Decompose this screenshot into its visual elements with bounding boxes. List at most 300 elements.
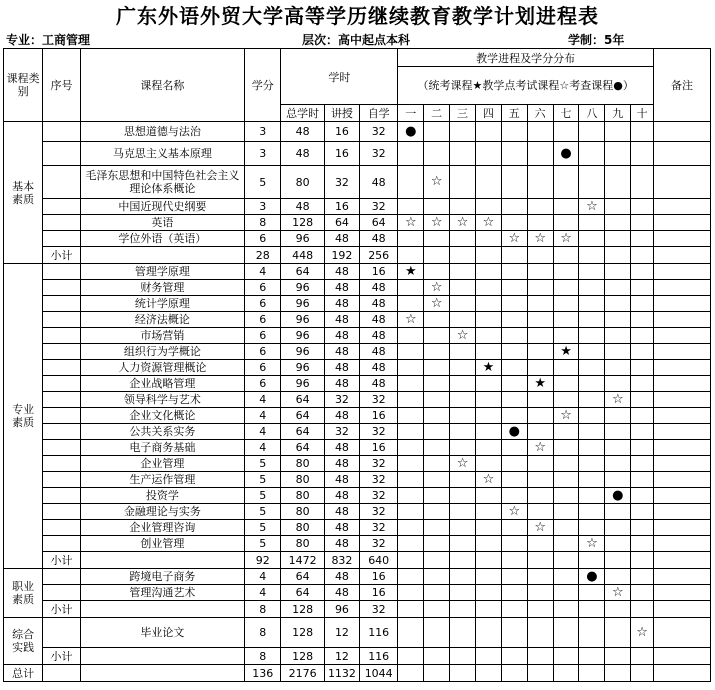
semester-mark-cell: [501, 264, 527, 280]
subtotal-self: 116: [360, 648, 398, 665]
semester-mark-cell: [527, 280, 553, 296]
semester-mark-cell: [398, 424, 424, 440]
course-self-cell: 16: [360, 264, 398, 280]
course-credit-cell: 5: [245, 504, 281, 520]
seq-cell: [43, 472, 80, 488]
seq-cell: [43, 122, 80, 142]
remark-cell: [654, 376, 711, 392]
semester-mark-cell: ☆: [553, 408, 579, 424]
course-total-cell: 64: [281, 569, 324, 585]
subtotal-semester-blank: [450, 247, 476, 264]
semester-mark-cell: [579, 488, 605, 504]
seq-cell: [43, 504, 80, 520]
semester-mark-cell: ☆: [450, 215, 476, 231]
header-course: 课程名称: [80, 49, 245, 122]
semester-mark-cell: [475, 312, 501, 328]
remark-cell: [654, 536, 711, 552]
course-total-cell: 48: [281, 142, 324, 166]
header-hours-self: 自学: [360, 105, 398, 122]
semester-mark-cell: [501, 440, 527, 456]
semester-mark-cell: [450, 569, 476, 585]
remark-cell: [654, 569, 711, 585]
course-lecture-cell: 12: [324, 618, 359, 648]
semester-mark-cell: [605, 440, 631, 456]
semester-mark-cell: [475, 328, 501, 344]
seq-cell: [43, 440, 80, 456]
semester-mark-cell: [579, 122, 605, 142]
subtotal-blank: [80, 552, 245, 569]
table-row: [4, 360, 711, 376]
remark-cell: [654, 504, 711, 520]
table-row: [4, 142, 711, 166]
remark-cell: [654, 488, 711, 504]
semester-mark-cell: ☆: [424, 296, 450, 312]
course-self-cell: 48: [360, 296, 398, 312]
semester-mark-cell: [631, 569, 654, 585]
course-name-cell: 统计学原理: [80, 296, 245, 312]
course-name-cell: 马克思主义基本原理: [80, 142, 245, 166]
table-row: [4, 488, 711, 504]
subtotal-semester-blank: [553, 552, 579, 569]
semester-mark-cell: [501, 472, 527, 488]
course-credit-cell: 6: [245, 344, 281, 360]
semester-mark-cell: [527, 392, 553, 408]
subtotal-credit: 92: [245, 552, 281, 569]
course-lecture-cell: 48: [324, 296, 359, 312]
remark-cell: [654, 520, 711, 536]
subtotal-remark-blank: [654, 648, 711, 665]
semester-mark-cell: [424, 440, 450, 456]
semester-mark-cell: [553, 199, 579, 215]
course-total-cell: 64: [281, 264, 324, 280]
course-total-cell: 128: [281, 215, 324, 231]
table-row: [4, 122, 711, 142]
semester-mark-cell: [605, 215, 631, 231]
course-total-cell: 80: [281, 488, 324, 504]
semester-mark-cell: [605, 328, 631, 344]
grand-total-semester-blank: [553, 665, 579, 682]
course-credit-cell: 6: [245, 296, 281, 312]
semester-mark-cell: [579, 328, 605, 344]
remark-cell: [654, 618, 711, 648]
course-self-cell: 32: [360, 504, 398, 520]
semester-mark-cell: [579, 376, 605, 392]
semester-mark-cell: [424, 488, 450, 504]
remark-cell: [654, 142, 711, 166]
semester-mark-cell: [424, 392, 450, 408]
semester-mark-cell: [424, 504, 450, 520]
semester-mark-cell: [579, 440, 605, 456]
course-total-cell: 96: [281, 360, 324, 376]
semester-mark-cell: [424, 424, 450, 440]
semester-mark-cell: [450, 122, 476, 142]
subtotal-self: 256: [360, 247, 398, 264]
semester-mark-cell: [631, 536, 654, 552]
subtotal-row: [4, 247, 711, 264]
semester-mark-cell: [553, 360, 579, 376]
semester-mark-cell: [631, 344, 654, 360]
course-self-cell: 32: [360, 122, 398, 142]
semester-mark-cell: [475, 536, 501, 552]
semester-mark-cell: [398, 328, 424, 344]
table-row: [4, 456, 711, 472]
course-total-cell: 96: [281, 344, 324, 360]
course-credit-cell: 5: [245, 456, 281, 472]
subtotal-semester-blank: [579, 648, 605, 665]
semester-mark-cell: [450, 296, 476, 312]
course-name-cell: 管理学原理: [80, 264, 245, 280]
course-credit-cell: 5: [245, 520, 281, 536]
semester-mark-cell: [527, 296, 553, 312]
semester-mark-cell: [450, 504, 476, 520]
semester-mark-cell: [424, 536, 450, 552]
subtotal-semester-blank: [450, 552, 476, 569]
course-total-cell: 48: [281, 199, 324, 215]
semester-mark-cell: [501, 376, 527, 392]
seq-cell: [43, 199, 80, 215]
course-lecture-cell: 48: [324, 504, 359, 520]
semester-mark-cell: [424, 520, 450, 536]
header-semester: 三: [450, 105, 476, 122]
semester-mark-cell: [475, 231, 501, 247]
course-credit-cell: 3: [245, 199, 281, 215]
table-row: [4, 199, 711, 215]
course-lecture-cell: 32: [324, 166, 359, 199]
category-cell: 基本素质: [4, 122, 43, 264]
semester-mark-cell: [553, 296, 579, 312]
semester-mark-cell: [553, 472, 579, 488]
semester-mark-cell: [475, 424, 501, 440]
course-total-cell: 80: [281, 504, 324, 520]
semester-mark-cell: ☆: [527, 231, 553, 247]
seq-cell: [43, 456, 80, 472]
semester-mark-cell: [424, 569, 450, 585]
course-self-cell: 48: [360, 166, 398, 199]
subtotal-semester-blank: [605, 601, 631, 618]
course-lecture-cell: 48: [324, 360, 359, 376]
seq-cell: [43, 296, 80, 312]
semester-mark-cell: [605, 312, 631, 328]
course-total-cell: 80: [281, 456, 324, 472]
semester-mark-cell: [475, 344, 501, 360]
semester-mark-cell: [631, 392, 654, 408]
subtotal-self: 640: [360, 552, 398, 569]
semester-mark-cell: ☆: [579, 199, 605, 215]
table-row: [4, 376, 711, 392]
table-row: [4, 585, 711, 601]
semester-mark-cell: [450, 264, 476, 280]
course-name-cell: 组织行为学概论: [80, 344, 245, 360]
semester-mark-cell: [501, 488, 527, 504]
subtotal-semester-blank: [450, 601, 476, 618]
semester-mark-cell: [605, 504, 631, 520]
semester-mark-cell: [398, 536, 424, 552]
semester-mark-cell: [579, 231, 605, 247]
header-semester: 七: [553, 105, 579, 122]
semester-mark-cell: [501, 408, 527, 424]
semester-mark-cell: [424, 344, 450, 360]
semester-mark-cell: ★: [553, 344, 579, 360]
grand-total-self: 1044: [360, 665, 398, 682]
semester-mark-cell: [605, 472, 631, 488]
subtotal-semester-blank: [398, 648, 424, 665]
semester-mark-cell: [605, 360, 631, 376]
semester-mark-cell: ★: [475, 360, 501, 376]
subtotal-total: 448: [281, 247, 324, 264]
grand-total-label: 总计: [4, 665, 43, 682]
semester-mark-cell: [424, 231, 450, 247]
course-self-cell: 32: [360, 199, 398, 215]
course-name-cell: 毕业论文: [80, 618, 245, 648]
semester-mark-cell: [527, 344, 553, 360]
course-credit-cell: 4: [245, 585, 281, 601]
subtotal-semester-blank: [527, 601, 553, 618]
subtotal-semester-blank: [527, 247, 553, 264]
subtotal-lecture: 192: [324, 247, 359, 264]
remark-cell: [654, 392, 711, 408]
semester-mark-cell: [398, 456, 424, 472]
semester-mark-cell: [450, 618, 476, 648]
course-lecture-cell: 48: [324, 569, 359, 585]
header-semester: 五: [501, 105, 527, 122]
course-name-cell: 金融理论与实务: [80, 504, 245, 520]
semester-mark-cell: [579, 504, 605, 520]
subtotal-semester-blank: [398, 247, 424, 264]
semester-mark-cell: [398, 166, 424, 199]
grand-total-semester-blank: [501, 665, 527, 682]
subtotal-semester-blank: [605, 247, 631, 264]
semester-mark-cell: [398, 360, 424, 376]
semester-mark-cell: [450, 199, 476, 215]
course-total-cell: 128: [281, 618, 324, 648]
remark-cell: [654, 215, 711, 231]
table-row: [4, 392, 711, 408]
semester-mark-cell: [501, 215, 527, 231]
semester-mark-cell: [450, 142, 476, 166]
semester-mark-cell: [579, 392, 605, 408]
course-self-cell: 48: [360, 312, 398, 328]
course-name-cell: 企业文化概论: [80, 408, 245, 424]
seq-cell: [43, 520, 80, 536]
semester-mark-cell: ●: [501, 424, 527, 440]
course-name-cell: 公共关系实务: [80, 424, 245, 440]
course-credit-cell: 3: [245, 142, 281, 166]
seq-cell: [43, 392, 80, 408]
subtotal-semester-blank: [605, 552, 631, 569]
semester-mark-cell: [527, 472, 553, 488]
semester-mark-cell: [475, 504, 501, 520]
subtotal-semester-blank: [450, 648, 476, 665]
semester-mark-cell: [631, 440, 654, 456]
course-total-cell: 96: [281, 376, 324, 392]
subtotal-semester-blank: [553, 648, 579, 665]
semester-mark-cell: ☆: [553, 231, 579, 247]
course-total-cell: 96: [281, 296, 324, 312]
course-self-cell: 16: [360, 569, 398, 585]
course-total-cell: 64: [281, 585, 324, 601]
course-credit-cell: 5: [245, 536, 281, 552]
semester-mark-cell: [553, 376, 579, 392]
semester-mark-cell: [450, 440, 476, 456]
semester-mark-cell: [424, 312, 450, 328]
semester-mark-cell: [631, 312, 654, 328]
semester-mark-cell: [501, 536, 527, 552]
table-row: [4, 618, 711, 648]
subtotal-remark-blank: [654, 601, 711, 618]
course-self-cell: 32: [360, 142, 398, 166]
subtotal-semester-blank: [424, 247, 450, 264]
subtotal-total: 1472: [281, 552, 324, 569]
course-lecture-cell: 48: [324, 585, 359, 601]
semester-mark-cell: [631, 504, 654, 520]
semester-mark-cell: [398, 296, 424, 312]
semester-mark-cell: ☆: [475, 215, 501, 231]
seq-cell: [43, 618, 80, 648]
semester-mark-cell: [527, 569, 553, 585]
semester-mark-cell: [501, 328, 527, 344]
table-row: [4, 296, 711, 312]
semester-mark-cell: [631, 280, 654, 296]
header-semester: 四: [475, 105, 501, 122]
semester-mark-cell: [605, 618, 631, 648]
semester-mark-cell: ●: [605, 488, 631, 504]
grand-total-credit: 136: [245, 665, 281, 682]
course-total-cell: 64: [281, 440, 324, 456]
table-row: [4, 344, 711, 360]
course-lecture-cell: 32: [324, 392, 359, 408]
course-self-cell: 116: [360, 618, 398, 648]
course-credit-cell: 6: [245, 312, 281, 328]
remark-cell: [654, 280, 711, 296]
semester-mark-cell: ☆: [424, 280, 450, 296]
semester-mark-cell: ☆: [475, 472, 501, 488]
course-total-cell: 80: [281, 520, 324, 536]
semester-mark-cell: ☆: [605, 585, 631, 601]
semester-mark-cell: [579, 215, 605, 231]
semester-mark-cell: ☆: [501, 504, 527, 520]
semester-mark-cell: [631, 328, 654, 344]
subtotal-semester-blank: [527, 648, 553, 665]
semester-mark-cell: [501, 585, 527, 601]
course-credit-cell: 4: [245, 440, 281, 456]
seq-cell: [43, 328, 80, 344]
semester-mark-cell: [398, 618, 424, 648]
semester-mark-cell: [527, 328, 553, 344]
page-title: 广东外语外贸大学高等学历继续教育教学计划进程表: [116, 4, 599, 28]
table-row: [4, 424, 711, 440]
seq-cell: [43, 215, 80, 231]
semester-mark-cell: ●: [579, 569, 605, 585]
semester-mark-cell: [579, 264, 605, 280]
seq-cell: [43, 231, 80, 247]
course-name-cell: 财务管理: [80, 280, 245, 296]
grand-total-semester-blank: [450, 665, 476, 682]
grand-total-semester-blank: [527, 665, 553, 682]
semester-mark-cell: ☆: [450, 328, 476, 344]
course-name-cell: 人力资源管理概论: [80, 360, 245, 376]
semester-mark-cell: [424, 585, 450, 601]
semester-mark-cell: [450, 280, 476, 296]
table-row: [4, 231, 711, 247]
course-self-cell: 16: [360, 440, 398, 456]
grand-total-remark-blank: [654, 665, 711, 682]
subtotal-semester-blank: [553, 247, 579, 264]
semester-mark-cell: [631, 264, 654, 280]
semester-mark-cell: [450, 536, 476, 552]
semester-mark-cell: [605, 536, 631, 552]
semester-mark-cell: [579, 360, 605, 376]
semester-mark-cell: [475, 142, 501, 166]
semester-mark-cell: [475, 520, 501, 536]
subtotal-row: [4, 552, 711, 569]
course-total-cell: 80: [281, 472, 324, 488]
semester-mark-cell: [527, 312, 553, 328]
header-remark: 备注: [654, 49, 711, 122]
course-lecture-cell: 64: [324, 215, 359, 231]
subtotal-semester-blank: [475, 247, 501, 264]
semester-mark-cell: [631, 585, 654, 601]
semester-mark-cell: [527, 360, 553, 376]
semester-mark-cell: [631, 166, 654, 199]
semester-mark-cell: [527, 488, 553, 504]
semester-mark-cell: [527, 424, 553, 440]
semester-mark-cell: [398, 231, 424, 247]
subtotal-semester-blank: [424, 601, 450, 618]
subtotal-semester-blank: [501, 247, 527, 264]
semester-mark-cell: [501, 142, 527, 166]
course-total-cell: 64: [281, 408, 324, 424]
course-credit-cell: 4: [245, 392, 281, 408]
header-credit: 学分: [245, 49, 281, 122]
semester-mark-cell: [605, 520, 631, 536]
subtotal-semester-blank: [398, 552, 424, 569]
semester-mark-cell: [605, 264, 631, 280]
semester-mark-cell: [605, 424, 631, 440]
semester-mark-cell: [398, 344, 424, 360]
semester-mark-cell: [501, 280, 527, 296]
course-lecture-cell: 48: [324, 472, 359, 488]
semester-mark-cell: [450, 424, 476, 440]
semester-mark-cell: [398, 440, 424, 456]
course-credit-cell: 4: [245, 424, 281, 440]
course-self-cell: 48: [360, 328, 398, 344]
course-lecture-cell: 48: [324, 312, 359, 328]
subtotal-total: 128: [281, 648, 324, 665]
header-semester: 九: [605, 105, 631, 122]
semester-mark-cell: [579, 456, 605, 472]
semester-mark-cell: [501, 360, 527, 376]
semester-mark-cell: [424, 408, 450, 424]
header-semester: 八: [579, 105, 605, 122]
semester-mark-cell: [501, 344, 527, 360]
semester-mark-cell: [501, 618, 527, 648]
semester-mark-cell: [501, 569, 527, 585]
semester-mark-cell: [501, 166, 527, 199]
course-self-cell: 32: [360, 536, 398, 552]
seq-cell: [43, 376, 80, 392]
semester-mark-cell: [579, 296, 605, 312]
remark-cell: [654, 296, 711, 312]
semester-mark-cell: ☆: [527, 440, 553, 456]
semester-mark-cell: [605, 199, 631, 215]
semester-mark-cell: [475, 280, 501, 296]
semester-mark-cell: [553, 585, 579, 601]
semester-mark-cell: [527, 199, 553, 215]
semester-mark-cell: [398, 199, 424, 215]
table-row: [4, 215, 711, 231]
semester-mark-cell: [631, 360, 654, 376]
subtotal-remark-blank: [654, 247, 711, 264]
